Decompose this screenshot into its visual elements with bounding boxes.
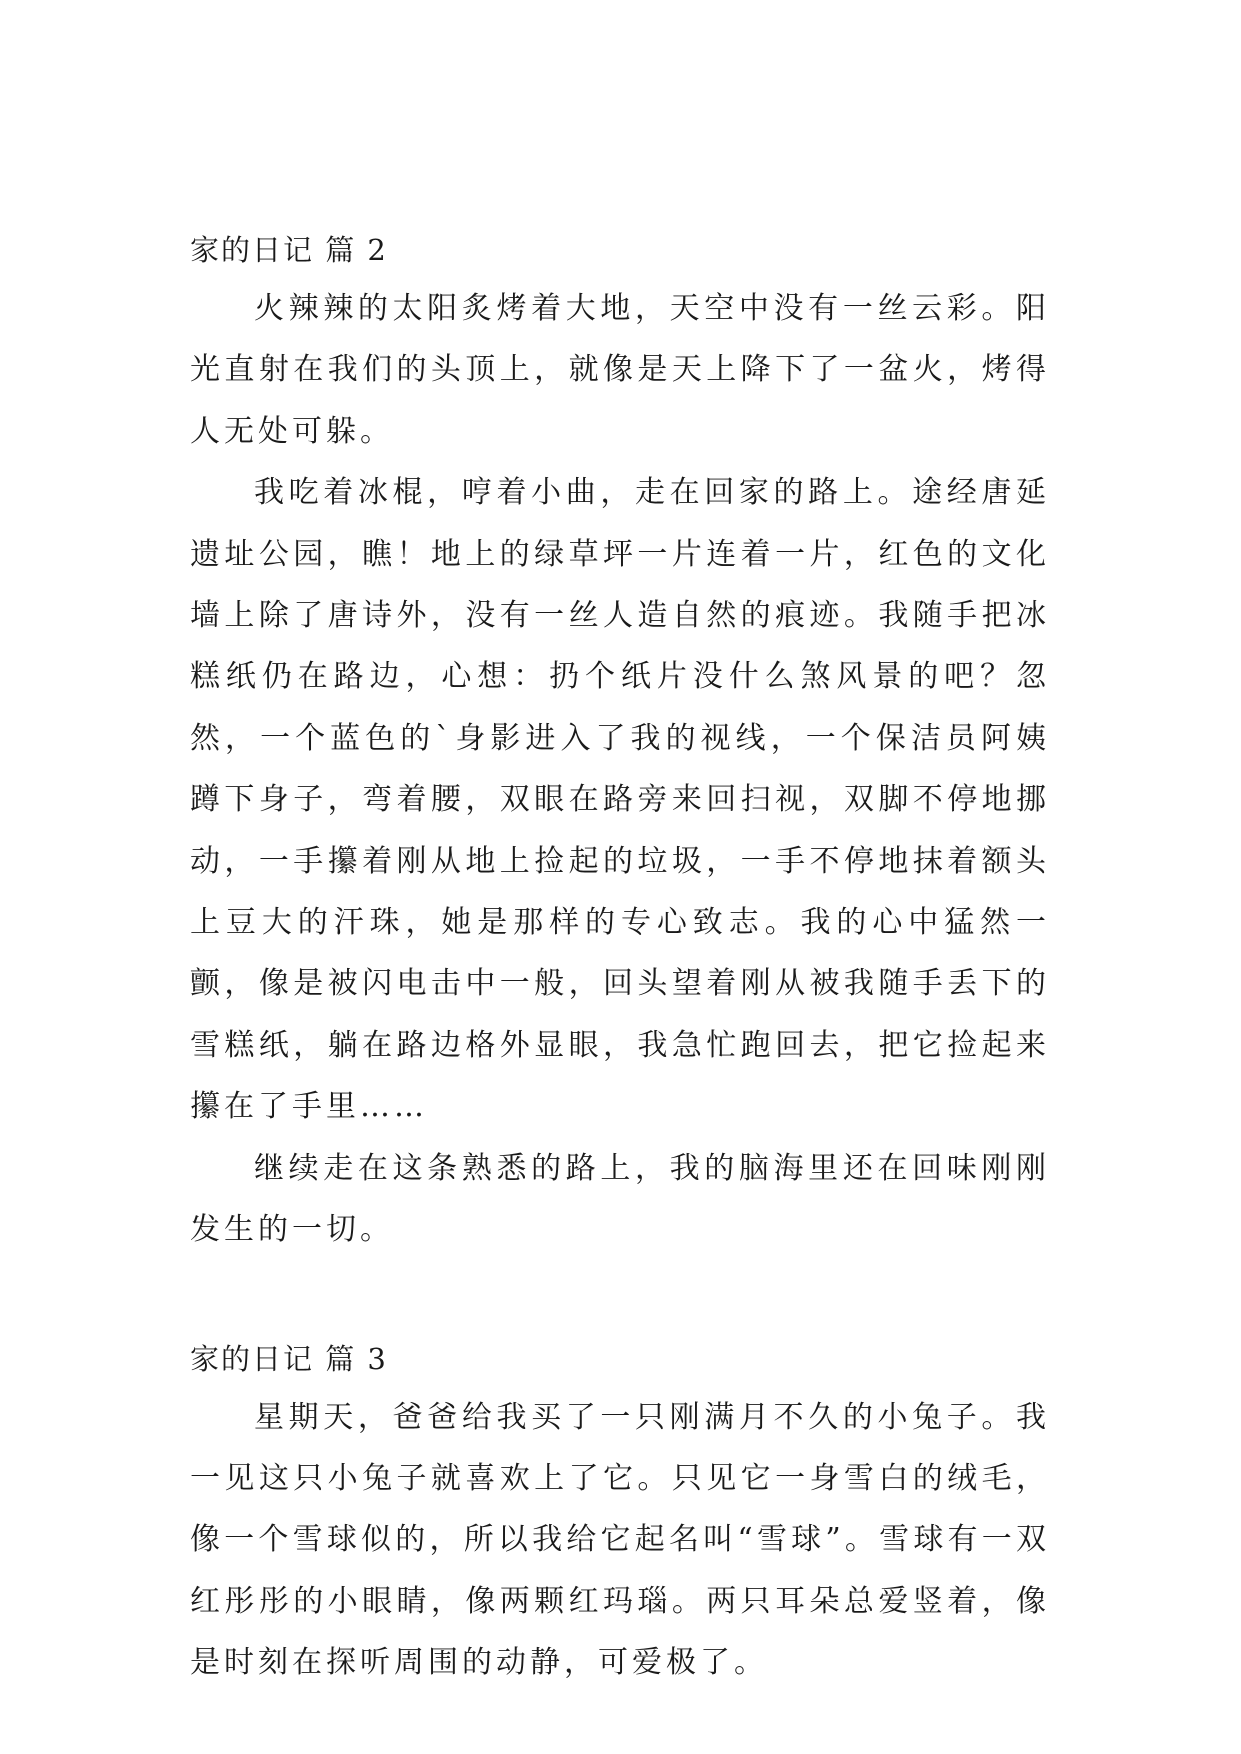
paragraph: 星期天，爸爸给我买了一只刚满月不久的小兔子。我一见这只小兔子就喜欢上了它。只见它一身雪白的绒毛，像一个雪球似的，所以我给它起名叫“雪球”。雪球有一双红彤彤的小眼睛，像两颗红玛瑙。两只耳朵总爱竖着，像是时刻在探听周围的动静，可爱极了。 xyxy=(190,1399,1050,1681)
section-gap xyxy=(190,1261,1050,1331)
paragraph: 火辣辣的太阳炙烤着大地，天空中没有一丝云彩。阳光直射在我们的头顶上，就像是天上降下了一盆火，烤得人无处可躲。 xyxy=(190,291,1050,449)
paragraph: 我吃着冰棍，哼着小曲，走在回家的路上。途经唐延遗址公园，瞧！地上的绿草坪一片连着一片，红色的文化墙上除了唐诗外，没有一丝人造自然的痕迹。我随手把冰糕纸仍在路边，心想：扔个纸片没什么煞风景的吧？忽然，一个蓝色的`身影进入了我的视线，一个保洁员阿姨蹲下身子，弯着腰，双眼在路旁来回扫视，双脚不停地挪动，一手攥着刚从地上捡起的垃圾，一手不停地抹着额头上豆大的汗珠，她是那样的专心致志。我的心中猛然一颤，像是被闪电击中一般，回头望着刚从被我随手丢下的雪糕纸，躺在路边格外显眼，我急忙跑回去，把它捡起来攥在了手里…… xyxy=(190,475,1050,1125)
diary-section-3 xyxy=(190,1331,1050,1694)
diary-section-2 xyxy=(190,222,1050,1261)
section-title: 家的日记 篇 3 xyxy=(190,1341,388,1376)
document-page xyxy=(190,222,1050,1694)
section-title: 家的日记 篇 2 xyxy=(190,233,388,267)
paragraph: 继续走在这条熟悉的路上，我的脑海里还在回味刚刚发生的一切。 xyxy=(190,1150,1050,1248)
